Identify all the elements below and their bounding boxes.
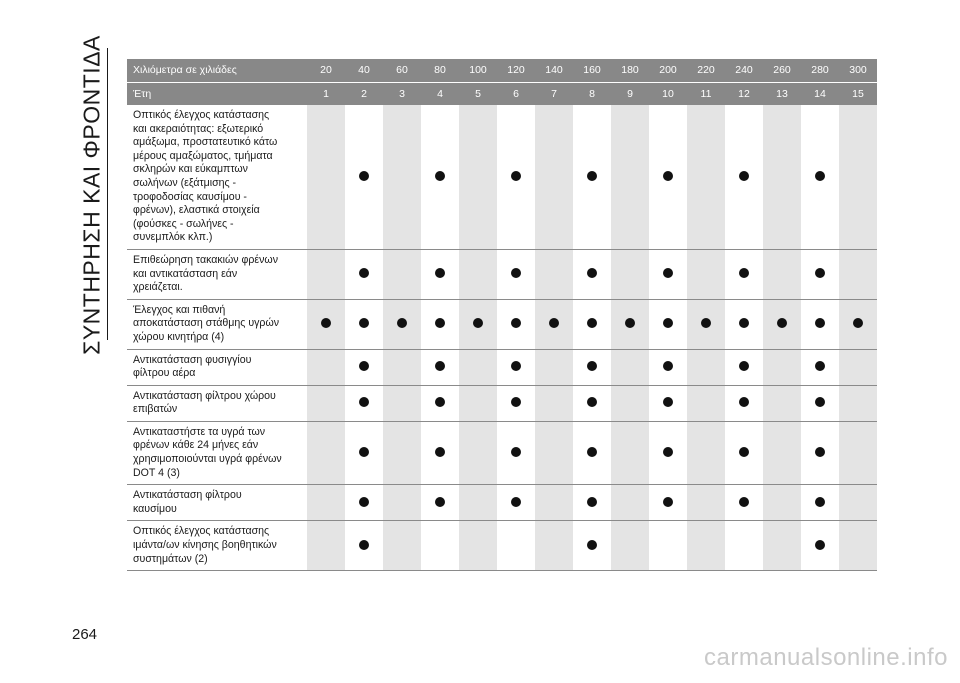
service-required-dot-icon — [359, 447, 369, 457]
interval-cell — [687, 349, 725, 385]
task-description-line: Οπτικός έλεγχος κατάστασης — [133, 109, 270, 121]
interval-cell — [307, 299, 345, 349]
interval-cell — [611, 421, 649, 484]
service-required-dot-icon — [739, 171, 749, 181]
year-header-value: 2 — [345, 82, 383, 105]
task-description-line: συνεμπλόκ κλπ.) — [133, 231, 213, 244]
service-required-dot-icon — [663, 447, 673, 457]
interval-cell — [459, 105, 497, 249]
year-header-value: 9 — [611, 82, 649, 105]
task-description-line: και αντικατάσταση εάν — [133, 267, 238, 280]
interval-cell — [687, 249, 725, 299]
interval-cell — [459, 385, 497, 421]
service-required-dot-icon — [359, 268, 369, 278]
interval-cell — [649, 105, 687, 249]
interval-cell — [573, 485, 611, 521]
service-required-dot-icon — [739, 497, 749, 507]
service-required-dot-icon — [815, 268, 825, 278]
service-required-dot-icon — [625, 318, 635, 328]
interval-cell — [421, 421, 459, 484]
service-required-dot-icon — [815, 397, 825, 407]
schedule-row — [127, 385, 877, 421]
service-required-dot-icon — [587, 268, 597, 278]
km-header-value: 180 — [611, 59, 649, 82]
interval-cell — [307, 421, 345, 484]
task-description-line: μέρους αμαξώματος, τμήματα — [133, 149, 273, 162]
task-description-line: αποκατάσταση στάθμης υγρών — [133, 317, 280, 330]
service-required-dot-icon — [815, 361, 825, 371]
interval-cell — [801, 105, 839, 249]
interval-cell — [839, 105, 877, 249]
task-description — [127, 249, 307, 299]
interval-cell — [573, 521, 611, 571]
interval-cell — [763, 421, 801, 484]
interval-cell — [421, 249, 459, 299]
schedule-row — [127, 421, 877, 484]
service-required-dot-icon — [663, 497, 673, 507]
task-description-line: (φούσκες - σωλήνες - — [133, 217, 234, 230]
service-required-dot-icon — [511, 318, 521, 328]
interval-cell — [459, 485, 497, 521]
task-description — [127, 485, 307, 521]
service-required-dot-icon — [359, 171, 369, 181]
interval-cell — [611, 385, 649, 421]
task-description-line: φίλτρου αέρα — [133, 367, 196, 380]
km-header-value: 100 — [459, 59, 497, 82]
year-header-value: 10 — [649, 82, 687, 105]
service-required-dot-icon — [435, 318, 445, 328]
interval-cell — [459, 249, 497, 299]
interval-cell — [725, 421, 763, 484]
task-description-line: χώρου κινητήρα (4) — [133, 330, 225, 343]
interval-cell — [345, 521, 383, 571]
schedule-row — [127, 249, 877, 299]
km-header-value: 240 — [725, 59, 763, 82]
task-description-line: Αντικατάσταση φίλτρου χώρου — [133, 389, 276, 402]
schedule-row — [127, 105, 877, 249]
interval-cell — [801, 521, 839, 571]
service-required-dot-icon — [663, 268, 673, 278]
service-required-dot-icon — [435, 497, 445, 507]
interval-cell — [725, 349, 763, 385]
interval-cell — [535, 421, 573, 484]
maintenance-schedule-table — [127, 59, 877, 571]
task-description-line: τροφοδοσίας καυσίμου - — [133, 190, 247, 203]
section-side-title — [72, 35, 112, 355]
km-header-value: 160 — [573, 59, 611, 82]
interval-cell — [839, 349, 877, 385]
task-description-line: Αντικατάσταση φίλτρου — [133, 489, 242, 502]
interval-cell — [421, 299, 459, 349]
interval-cell — [535, 105, 573, 249]
interval-cell — [801, 249, 839, 299]
interval-cell — [459, 299, 497, 349]
service-required-dot-icon — [435, 397, 445, 407]
interval-cell — [497, 105, 535, 249]
interval-cell — [345, 349, 383, 385]
interval-cell — [535, 349, 573, 385]
interval-cell — [763, 485, 801, 521]
interval-cell — [421, 385, 459, 421]
interval-cell — [497, 421, 535, 484]
interval-cell — [535, 385, 573, 421]
interval-cell — [497, 249, 535, 299]
task-description-line: σκληρών και εύκαμπτων — [133, 163, 248, 176]
service-required-dot-icon — [815, 497, 825, 507]
task-description — [127, 349, 307, 385]
service-required-dot-icon — [511, 447, 521, 457]
interval-cell — [687, 521, 725, 571]
interval-cell — [725, 249, 763, 299]
interval-cell — [421, 349, 459, 385]
service-required-dot-icon — [435, 361, 445, 371]
interval-cell — [383, 299, 421, 349]
interval-cell — [687, 299, 725, 349]
interval-cell — [763, 249, 801, 299]
interval-cell — [649, 249, 687, 299]
year-header-value: 6 — [497, 82, 535, 105]
service-required-dot-icon — [739, 397, 749, 407]
task-description-line: DOT 4 (3) — [133, 466, 180, 479]
task-description-line: Οπτικός έλεγχος κατάστασης — [133, 525, 270, 538]
interval-cell — [687, 421, 725, 484]
task-description-line: χρειάζεται. — [133, 281, 183, 294]
service-required-dot-icon — [511, 397, 521, 407]
service-required-dot-icon — [739, 268, 749, 278]
interval-cell — [383, 249, 421, 299]
service-required-dot-icon — [359, 497, 369, 507]
service-required-dot-icon — [359, 397, 369, 407]
interval-cell — [649, 299, 687, 349]
year-header-value: 7 — [535, 82, 573, 105]
year-header-value: 3 — [383, 82, 421, 105]
interval-cell — [763, 105, 801, 249]
interval-cell — [763, 299, 801, 349]
interval-cell — [497, 349, 535, 385]
km-header-value: 200 — [649, 59, 687, 82]
side-title-rule — [107, 48, 108, 340]
service-required-dot-icon — [549, 318, 559, 328]
service-required-dot-icon — [587, 361, 597, 371]
service-required-dot-icon — [435, 171, 445, 181]
interval-cell — [307, 249, 345, 299]
interval-cell — [345, 299, 383, 349]
interval-cell — [383, 105, 421, 249]
service-required-dot-icon — [473, 318, 483, 328]
interval-cell — [687, 105, 725, 249]
km-header-label: Χιλιόμετρα σε χιλιάδες — [127, 59, 307, 82]
interval-cell — [535, 485, 573, 521]
service-required-dot-icon — [587, 497, 597, 507]
interval-cell — [839, 249, 877, 299]
service-required-dot-icon — [663, 361, 673, 371]
service-required-dot-icon — [815, 318, 825, 328]
km-header-value: 220 — [687, 59, 725, 82]
task-description-line: χρησιμοποιούνται υγρά φρένων — [133, 453, 282, 466]
task-description-line: Αντικαταστήστε τα υγρά των — [133, 425, 266, 438]
task-description — [127, 105, 307, 249]
service-required-dot-icon — [511, 361, 521, 371]
service-required-dot-icon — [587, 397, 597, 407]
interval-cell — [801, 385, 839, 421]
interval-cell — [801, 485, 839, 521]
interval-cell — [687, 485, 725, 521]
year-header-value: 1 — [307, 82, 345, 105]
task-description — [127, 421, 307, 484]
interval-cell — [497, 299, 535, 349]
km-header-value: 300 — [839, 59, 877, 82]
service-required-dot-icon — [853, 318, 863, 328]
interval-cell — [497, 485, 535, 521]
interval-cell — [421, 105, 459, 249]
interval-cell — [535, 521, 573, 571]
year-header-value: 14 — [801, 82, 839, 105]
task-description-line: σωλήνων (εξάτμισης - — [133, 176, 237, 189]
service-required-dot-icon — [587, 447, 597, 457]
interval-cell — [345, 249, 383, 299]
task-description — [127, 385, 307, 421]
interval-cell — [307, 521, 345, 571]
interval-cell — [801, 349, 839, 385]
km-header-row — [127, 59, 877, 82]
service-required-dot-icon — [739, 318, 749, 328]
interval-cell — [497, 385, 535, 421]
service-required-dot-icon — [511, 497, 521, 507]
interval-cell — [611, 299, 649, 349]
year-header-value: 13 — [763, 82, 801, 105]
service-required-dot-icon — [739, 447, 749, 457]
km-header-value: 20 — [307, 59, 345, 82]
year-header-value: 8 — [573, 82, 611, 105]
task-description-line: φρένων), ελαστικά στοιχεία — [133, 204, 260, 217]
km-header-value: 40 — [345, 59, 383, 82]
interval-cell — [839, 421, 877, 484]
interval-cell — [687, 385, 725, 421]
task-description-line: επιβατών — [133, 403, 178, 416]
interval-cell — [383, 521, 421, 571]
km-header-value: 280 — [801, 59, 839, 82]
interval-cell — [535, 249, 573, 299]
interval-cell — [573, 421, 611, 484]
task-description-line: καυσίμου — [133, 502, 177, 515]
schedule-row — [127, 521, 877, 571]
interval-cell — [345, 485, 383, 521]
km-header-value: 120 — [497, 59, 535, 82]
interval-cell — [649, 385, 687, 421]
km-header-value: 260 — [763, 59, 801, 82]
interval-cell — [725, 385, 763, 421]
service-required-dot-icon — [777, 318, 787, 328]
interval-cell — [459, 521, 497, 571]
service-required-dot-icon — [435, 447, 445, 457]
task-description-line: Αντικατάσταση φυσιγγίου — [133, 353, 252, 366]
section-side-title-text: ΣΥΝΤΗΡΗΣΗ ΚΑΙ ΦΡΟΝΤΙΔΑ — [78, 35, 105, 355]
interval-cell — [611, 105, 649, 249]
year-header-value: 15 — [839, 82, 877, 105]
interval-cell — [649, 349, 687, 385]
service-required-dot-icon — [321, 318, 331, 328]
interval-cell — [573, 105, 611, 249]
service-required-dot-icon — [815, 171, 825, 181]
interval-cell — [725, 521, 763, 571]
interval-cell — [801, 299, 839, 349]
watermark: carmanualsonline.info — [704, 644, 948, 671]
interval-cell — [307, 349, 345, 385]
interval-cell — [383, 385, 421, 421]
interval-cell — [459, 349, 497, 385]
interval-cell — [421, 521, 459, 571]
interval-cell — [839, 485, 877, 521]
interval-cell — [611, 249, 649, 299]
service-required-dot-icon — [739, 361, 749, 371]
interval-cell — [573, 249, 611, 299]
task-description-line: φρένων κάθε 24 μήνες εάν — [133, 439, 259, 452]
interval-cell — [839, 521, 877, 571]
year-header-value: 11 — [687, 82, 725, 105]
interval-cell — [383, 349, 421, 385]
interval-cell — [573, 349, 611, 385]
service-required-dot-icon — [815, 447, 825, 457]
service-required-dot-icon — [359, 540, 369, 550]
year-header-value: 4 — [421, 82, 459, 105]
service-required-dot-icon — [359, 361, 369, 371]
interval-cell — [839, 385, 877, 421]
service-required-dot-icon — [511, 268, 521, 278]
task-description-line: συστημάτων (2) — [133, 552, 208, 565]
service-required-dot-icon — [815, 540, 825, 550]
interval-cell — [801, 421, 839, 484]
task-description-line: και ακεραιότητας: εξωτερικό — [133, 122, 264, 135]
service-required-dot-icon — [587, 540, 597, 550]
interval-cell — [763, 385, 801, 421]
interval-cell — [307, 485, 345, 521]
service-required-dot-icon — [663, 397, 673, 407]
km-header-value: 140 — [535, 59, 573, 82]
years-header-label: Έτη — [127, 82, 307, 105]
service-required-dot-icon — [435, 268, 445, 278]
service-required-dot-icon — [663, 171, 673, 181]
interval-cell — [307, 105, 345, 249]
km-header-value: 80 — [421, 59, 459, 82]
interval-cell — [725, 105, 763, 249]
task-description-line: αμάξωμα, προστατευτικό κάτω — [133, 136, 278, 149]
schedule-row — [127, 485, 877, 521]
service-required-dot-icon — [587, 318, 597, 328]
interval-cell — [345, 385, 383, 421]
interval-cell — [725, 485, 763, 521]
interval-cell — [649, 485, 687, 521]
km-header-value: 60 — [383, 59, 421, 82]
service-required-dot-icon — [397, 318, 407, 328]
service-required-dot-icon — [359, 318, 369, 328]
year-header-value: 5 — [459, 82, 497, 105]
page-number: 264 — [72, 626, 98, 643]
interval-cell — [535, 299, 573, 349]
task-description-line: Επιθεώρηση τακακιών φρένων — [133, 253, 279, 266]
service-required-dot-icon — [701, 318, 711, 328]
interval-cell — [383, 421, 421, 484]
interval-cell — [459, 421, 497, 484]
service-required-dot-icon — [663, 318, 673, 328]
interval-cell — [383, 485, 421, 521]
years-header-row — [127, 82, 877, 105]
interval-cell — [307, 385, 345, 421]
schedule-row — [127, 299, 877, 349]
task-description — [127, 299, 307, 349]
interval-cell — [611, 349, 649, 385]
interval-cell — [763, 521, 801, 571]
task-description-line: ιμάντα/ων κίνησης βοηθητικών — [133, 539, 277, 552]
interval-cell — [839, 299, 877, 349]
schedule-row — [127, 349, 877, 385]
task-description — [127, 521, 307, 571]
interval-cell — [763, 349, 801, 385]
interval-cell — [497, 521, 535, 571]
interval-cell — [421, 485, 459, 521]
interval-cell — [611, 521, 649, 571]
interval-cell — [345, 421, 383, 484]
year-header-value: 12 — [725, 82, 763, 105]
interval-cell — [649, 421, 687, 484]
task-description-line: Έλεγχος και πιθανή — [133, 303, 226, 316]
interval-cell — [345, 105, 383, 249]
interval-cell — [725, 299, 763, 349]
service-required-dot-icon — [587, 171, 597, 181]
interval-cell — [611, 485, 649, 521]
interval-cell — [649, 521, 687, 571]
interval-cell — [573, 299, 611, 349]
service-required-dot-icon — [511, 171, 521, 181]
interval-cell — [573, 385, 611, 421]
